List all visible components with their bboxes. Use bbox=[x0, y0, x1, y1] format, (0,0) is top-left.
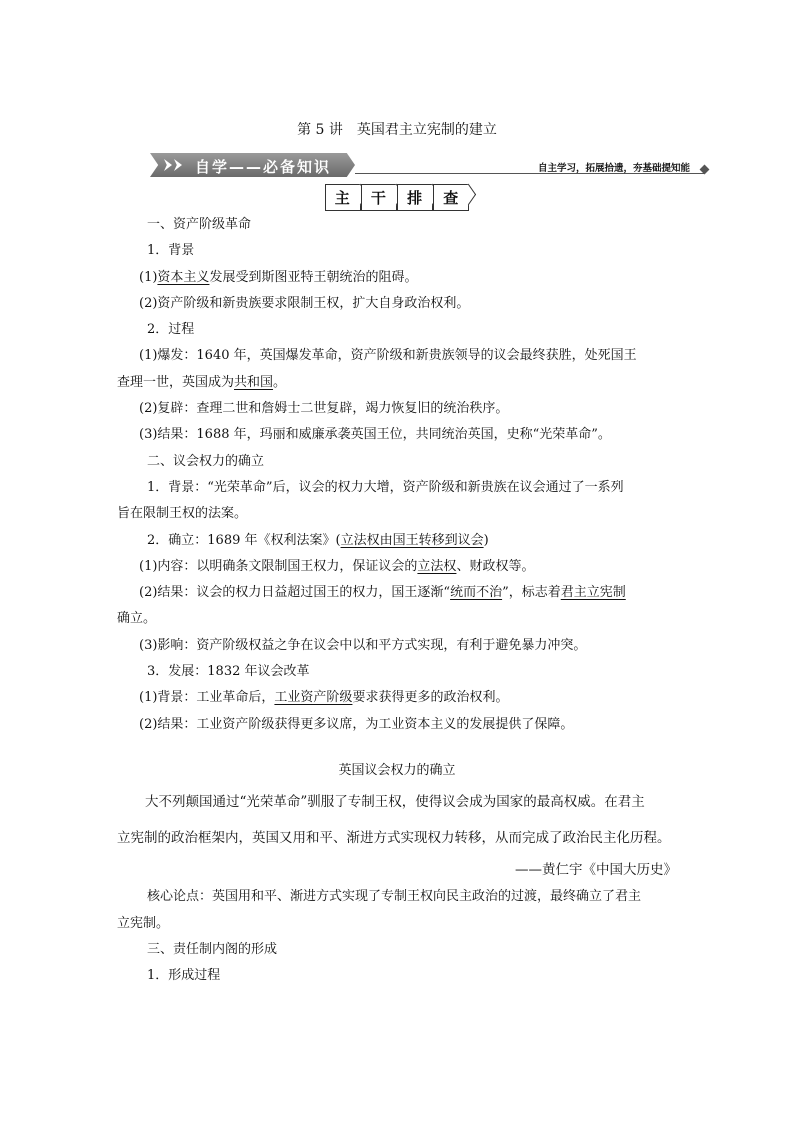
subheading: 2．过程 bbox=[147, 322, 195, 338]
subheading: 1．背景 bbox=[147, 243, 195, 259]
list-item: (1)背景：工业革命后，工业资产阶级要求获得更多的政治权利。 bbox=[139, 690, 509, 706]
section-banner bbox=[150, 147, 710, 181]
list-item: (1)爆发：1640 年，英国爆发革命，资产阶级和新贵族领导的议会最终获胜，处死国王 bbox=[139, 348, 637, 364]
underlined-term: 立法权由国王转移到议会 bbox=[340, 532, 484, 548]
list-item: (3)影响：资产阶级权益之争在议会中以和平方式实现，有利于避免暴力冲突。 bbox=[139, 637, 587, 653]
banner-subtitle: 自主学习，拓展拾遗，夯基础提知能 bbox=[537, 163, 690, 174]
subheading: 1．形成过程 bbox=[147, 968, 221, 984]
list-item: (1)资本主义发展受到斯图亚特王朝统治的阻碍。 bbox=[139, 269, 418, 285]
list-item: (2)复辟：查理二世和詹姆士二世复辟，竭力恢复旧的统治秩序。 bbox=[139, 401, 509, 417]
core-argument-continuation: 立宪制。 bbox=[117, 915, 170, 931]
ribbon-char: 查 bbox=[433, 184, 469, 211]
list-item-continuation: 确立。 bbox=[117, 611, 157, 627]
section-heading: 三、责任制内阁的形成 bbox=[147, 941, 278, 957]
underlined-term: 工业资产阶级 bbox=[274, 690, 353, 706]
subheading: 3．发展：1832 年议会改革 bbox=[147, 664, 310, 680]
ribbon-char: 主 bbox=[325, 184, 361, 211]
ribbon-char: 干 bbox=[361, 184, 397, 211]
paragraph: 1．背景：“光荣革命”后，议会的权力大增，资产阶级和新贵族在议会通过了一系列 bbox=[147, 479, 624, 495]
core-argument: 核心论点：英国用和平、渐进方式实现了专制王权向民主政治的过渡，最终确立了君主 bbox=[147, 889, 642, 905]
quote-source: ——黄仁宇《中国大历史》 bbox=[515, 862, 677, 879]
underlined-term: 统而不治 bbox=[450, 585, 503, 601]
list-item: (2)结果：议会的权力日益超过国王的权力，国王逐渐“统而不治”，标志着君主立宪制 bbox=[139, 585, 626, 601]
quote-text: 大不列颠国通过“光荣革命”驯服了专制王权，使得议会成为国家的最高权威。在君主 bbox=[145, 794, 645, 811]
section-heading: 一、资产阶级革命 bbox=[147, 217, 252, 232]
list-item-continuation: 查理一世，英国成为共和国。 bbox=[117, 374, 287, 390]
subheading: 2．确立：1689 年《权利法案》(立法权由国王转移到议会) bbox=[147, 532, 489, 548]
ribbon-char: 排 bbox=[397, 184, 433, 211]
list-item: (1)内容：以明确条文限制国王权力，保证议会的立法权、财政权等。 bbox=[139, 558, 535, 574]
paragraph-continuation: 旨在限制王权的法案。 bbox=[117, 506, 248, 522]
list-item: (3)结果：1688 年，玛丽和威廉承袭英国王位，共同统治英国，史称“光荣革命”。 bbox=[139, 427, 611, 443]
inset-title: 英国议会权力的确立 bbox=[338, 762, 456, 778]
list-item: (2)结果：工业资产阶级获得更多议席，为工业资本主义的发展提供了保障。 bbox=[139, 716, 574, 732]
main-content bbox=[117, 212, 677, 989]
underlined-term: 君主立宪制 bbox=[560, 585, 626, 601]
banner-title: 自学——必备知识 bbox=[195, 158, 332, 176]
lesson-title: 第 5 讲 英国君主立宪制的建立 bbox=[297, 122, 497, 138]
underlined-term: 共和国 bbox=[234, 374, 274, 390]
section-heading: 二、议会权力的确立 bbox=[147, 453, 265, 469]
ribbon-label bbox=[0, 184, 794, 211]
underlined-term: 立法权 bbox=[417, 558, 457, 574]
list-item: (2)资产阶级和新贵族要求限制王权，扩大自身政治权利。 bbox=[139, 295, 470, 311]
underlined-term: 资本主义 bbox=[157, 269, 210, 285]
quote-text: 立宪制的政治框架内，英国又用和平、渐进方式实现权力转移，从而完成了政治民主化历程。 bbox=[117, 830, 671, 847]
